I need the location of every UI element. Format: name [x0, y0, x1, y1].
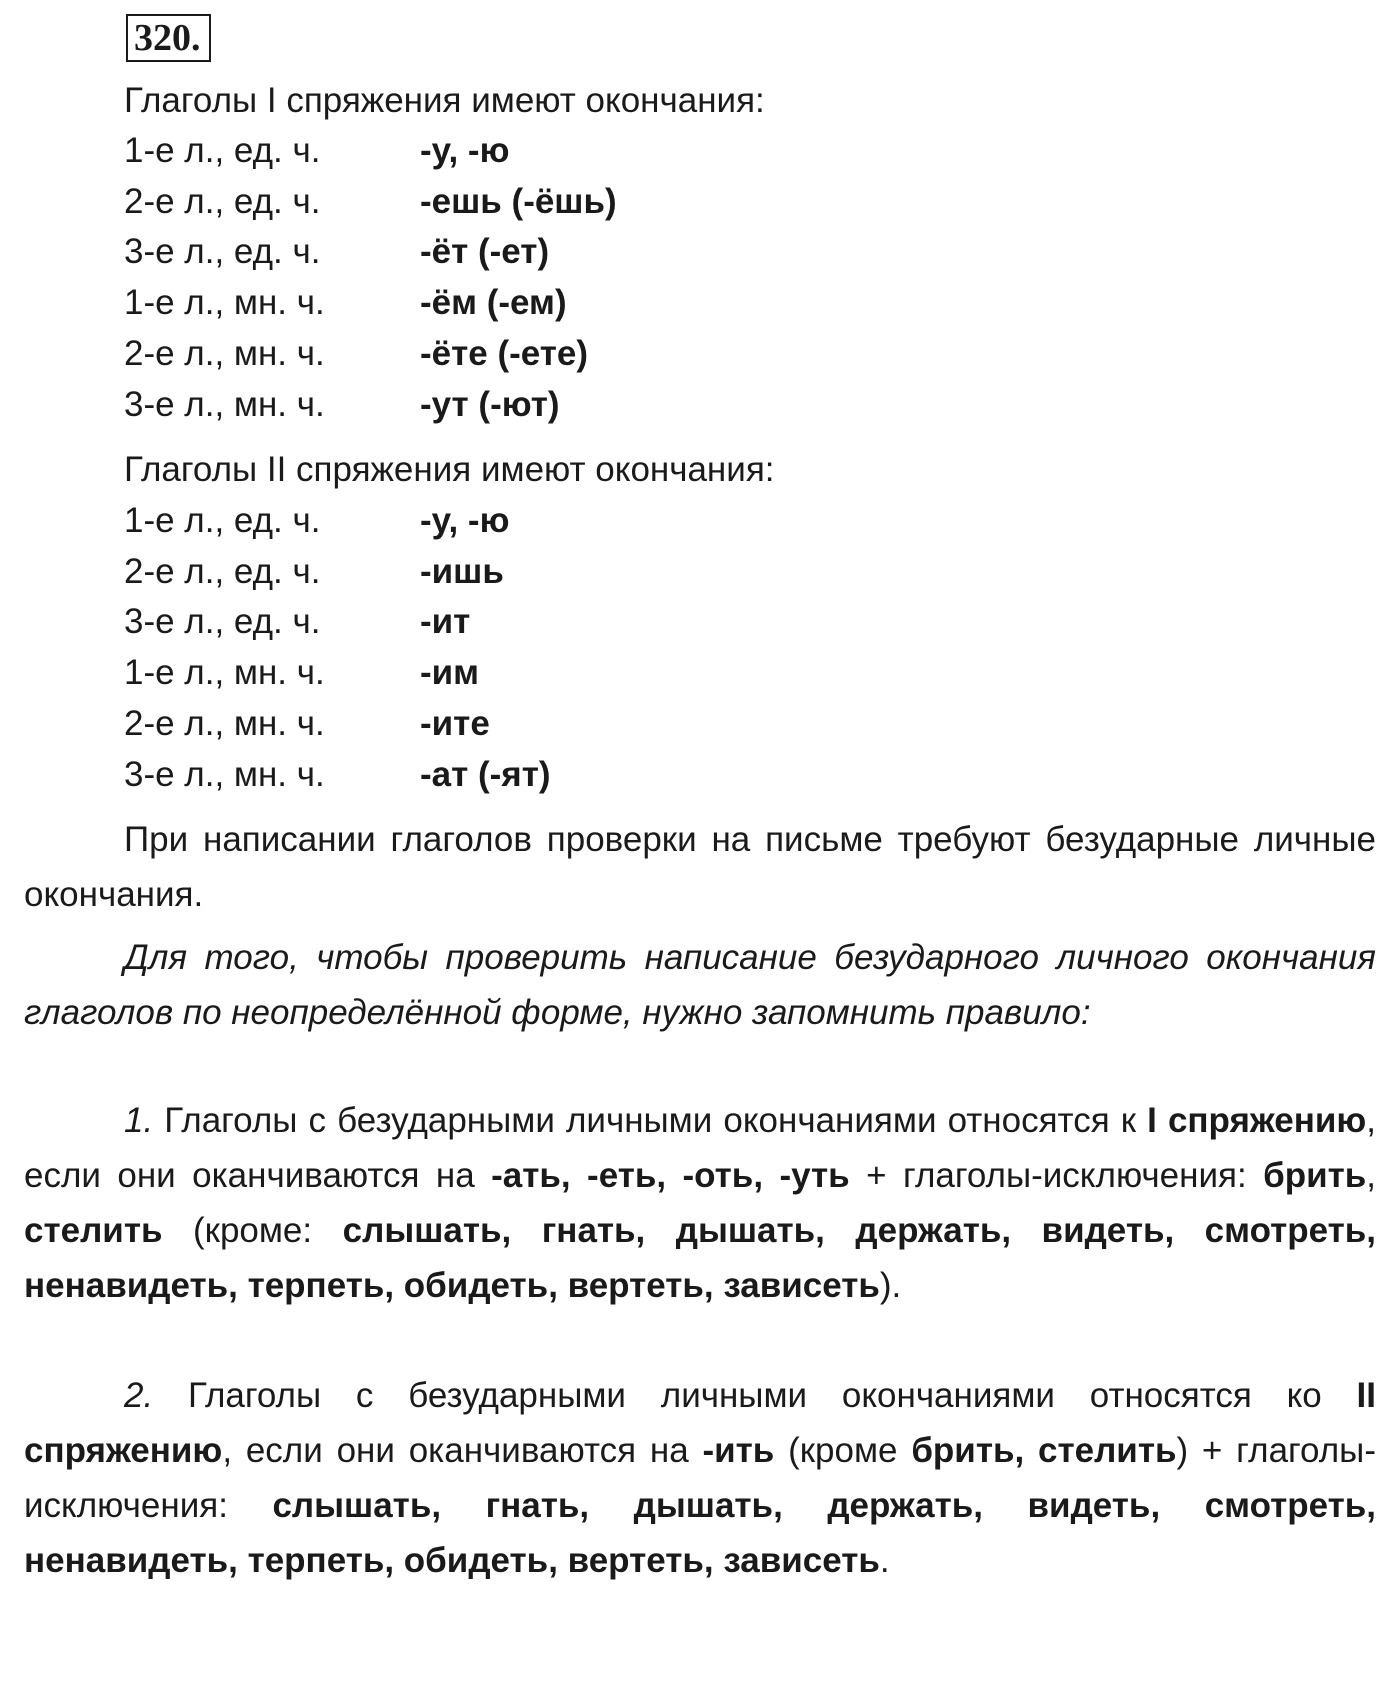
conj2-heading: Глаголы II спряжения имеют окончания:: [124, 450, 775, 489]
ending: -ите: [420, 704, 490, 743]
ending: -ешь (-ёшь): [420, 182, 617, 221]
ending: -ут (-ют): [420, 385, 560, 424]
ending: -ишь: [420, 552, 504, 591]
conj2-row: [124, 550, 504, 594]
rule-text: Глаголы с безударными личными окончаниями относятся ко: [153, 1376, 1357, 1415]
rule-text: .: [879, 1541, 890, 1580]
ending: -у, -ю: [420, 501, 510, 540]
person-number-label: 3-е л., мн. ч.: [124, 755, 325, 794]
rule-emphasis: I спряжению: [1147, 1101, 1367, 1140]
rule-number: 1.: [124, 1101, 154, 1140]
ending: -ит: [420, 602, 471, 641]
ending: -ат (-ят): [420, 755, 551, 794]
rule-text: , если они оканчиваются на: [24, 1101, 1376, 1195]
rule-1-paragraph: [24, 1093, 1376, 1313]
rule-emphasis: слышать, гнать, дышать, держать, видеть, смотреть, ненавидеть, терпеть, обидеть, вертеть, зависеть: [24, 1211, 1376, 1305]
conj1-heading: Глаголы I спряжения имеют окончания:: [124, 81, 765, 120]
rule-intro-paragraph: Для того, чтобы проверить написание безударного личного окончания глаголов по неопределённой форме, нужно запомнить правило:: [24, 938, 1376, 1032]
person-number-label: 1-е л., мн. ч.: [124, 653, 325, 692]
person-number-label: 2-е л., ед. ч.: [124, 552, 321, 591]
person-number-label: 2-е л., мн. ч.: [124, 704, 325, 743]
person-number-label: 3-е л., ед. ч.: [124, 602, 321, 641]
conj1-row: [124, 230, 549, 274]
ending: -ёт (-ет): [420, 232, 550, 271]
conj1-row: [124, 383, 560, 427]
conj1-row: [124, 332, 588, 376]
conj1-row: [124, 281, 567, 325]
rule-text: + глаголы-исключения:: [849, 1156, 1264, 1195]
rule-emphasis: слышать, гнать, дышать, держать, видеть, смотреть, ненавидеть, терпеть, обидеть, вертеть, зависеть: [24, 1486, 1377, 1580]
person-number-label: 1-е л., ед. ч.: [124, 131, 321, 170]
note-paragraph: При написании глаголов проверки на письме требуют безударные личные окончания.: [24, 820, 1376, 914]
rule-text: (кроме: [774, 1431, 912, 1470]
exercise-number: 320.: [126, 14, 211, 62]
rule-text: , если они оканчиваются на: [222, 1431, 703, 1470]
conj2-row: [124, 651, 479, 695]
person-number-label: 2-е л., ед. ч.: [124, 182, 321, 221]
rule-text: ) + глаголы-исключения:: [24, 1431, 1376, 1525]
rule-emphasis: стелить: [24, 1211, 163, 1250]
conj2-row: [124, 600, 470, 644]
person-number-label: 1-е л., мн. ч.: [124, 283, 325, 322]
rule-text: ,: [1366, 1156, 1376, 1195]
conj2-row: [124, 753, 551, 797]
rule-2-paragraph: [24, 1368, 1376, 1588]
ending: -ём (-ем): [420, 283, 567, 322]
rule-text: ).: [879, 1266, 902, 1305]
rule-emphasis: II спряжению: [24, 1376, 1376, 1470]
rule-emphasis: брить, стелить: [911, 1431, 1177, 1470]
conj2-row: [124, 499, 509, 543]
conj1-row: [124, 180, 617, 224]
person-number-label: 2-е л., мн. ч.: [124, 334, 325, 373]
person-number-label: 3-е л., мн. ч.: [124, 385, 325, 424]
ending: -ёте (-ете): [420, 334, 589, 373]
person-number-label: 1-е л., ед. ч.: [124, 501, 321, 540]
ending: -у, -ю: [420, 131, 510, 170]
conj1-row: [124, 129, 509, 173]
rule-number: 2.: [124, 1376, 154, 1415]
person-number-label: 3-е л., ед. ч.: [124, 232, 321, 271]
rule-emphasis: -ать, -еть, -оть, -уть: [491, 1156, 850, 1195]
rule-emphasis: брить: [1263, 1156, 1367, 1195]
ending: -им: [420, 653, 480, 692]
rule-text: Глаголы с безударными личными окончаниями относятся к: [153, 1101, 1148, 1140]
rule-emphasis: -ить: [702, 1431, 775, 1470]
conj2-row: [124, 702, 490, 746]
rule-text: (кроме:: [162, 1211, 343, 1250]
